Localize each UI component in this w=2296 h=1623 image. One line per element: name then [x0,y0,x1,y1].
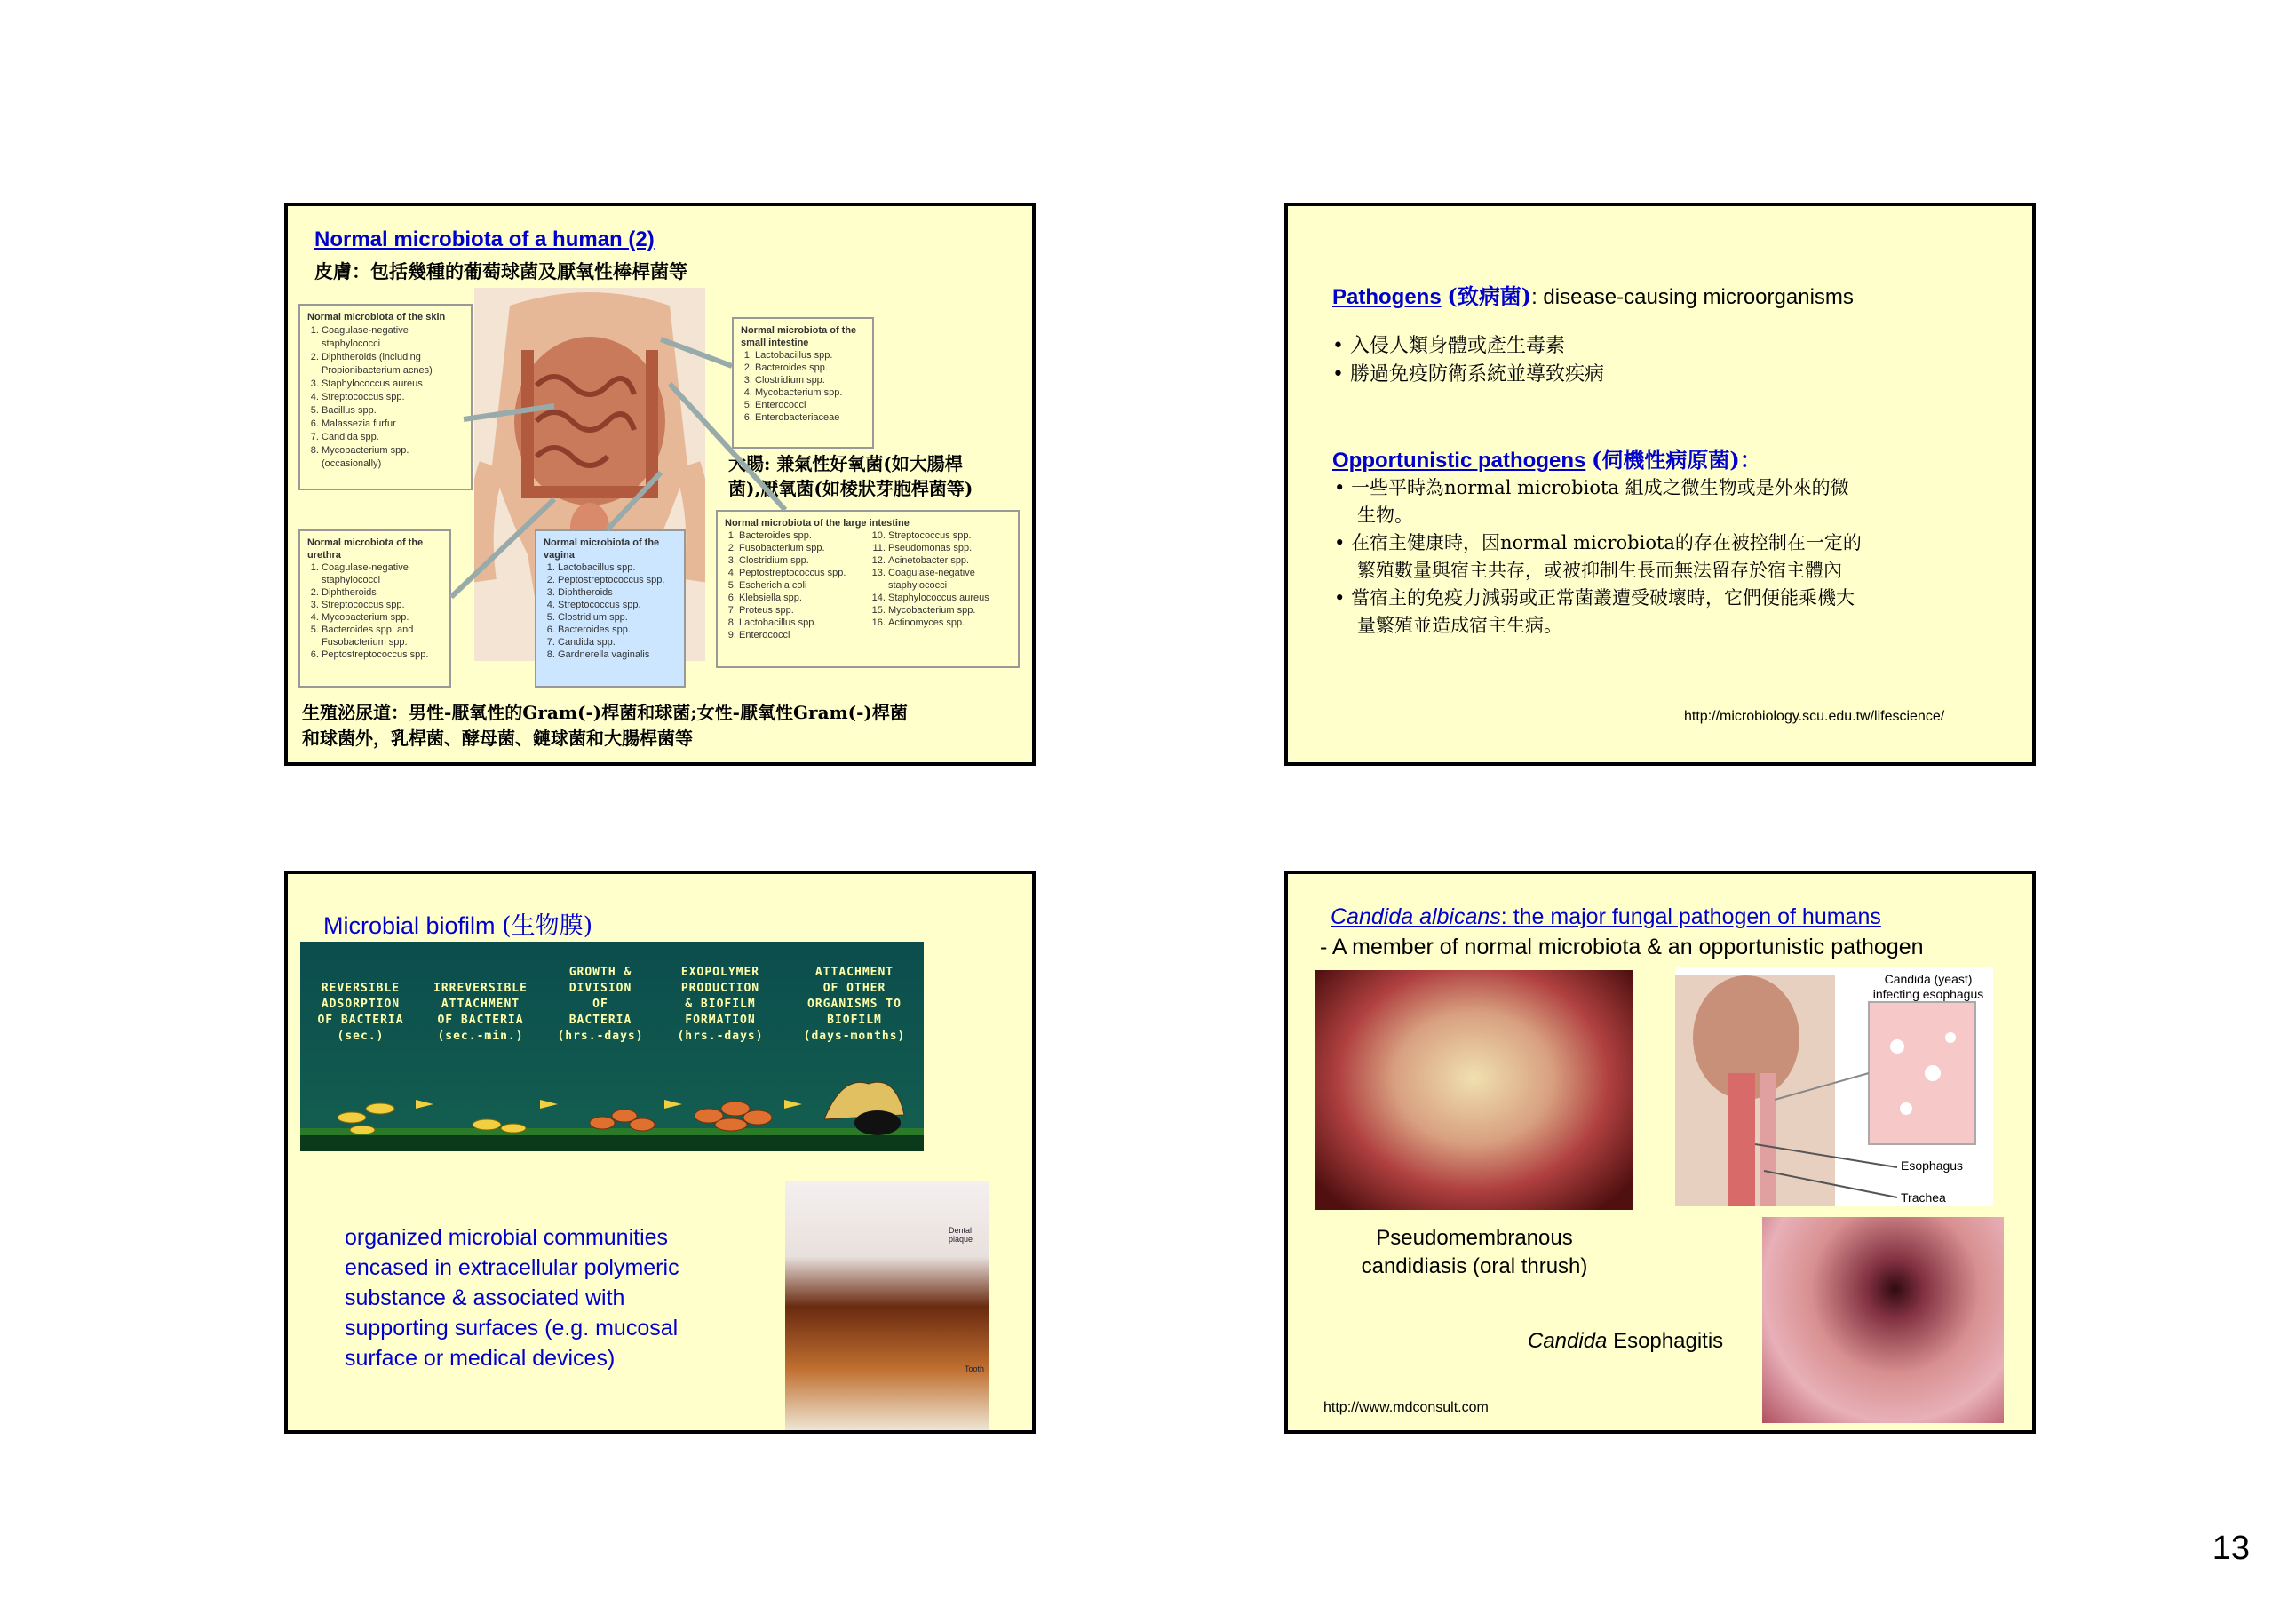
list-item: 3. Diphtheroids [558,586,677,599]
slide-pathogens [1284,203,2036,766]
stage-label: EXOPOLYMER PRODUCTION & BIOFILM FORMATION (hrs.-days) [677,966,764,1043]
slide-normal-microbiota [284,203,1036,766]
list-item: • 勝過免疫防衛系統並導致疾病 [1332,363,1604,386]
slide-subtitle: - A member of normal microbiota & an opportunistic pathogen [1320,935,1924,959]
description-line: supporting surfaces (e.g. mucosal [345,1316,679,1341]
source-url[interactable]: http://www.mdconsult.com [1323,1400,1489,1415]
dental-plaque-photo [785,1181,989,1432]
pathogens-term: Pathogens [1332,285,1442,309]
list-item: 7. Proteus spp. [739,604,862,617]
list-item: • 當宿主的免疫力減弱或正常菌叢遭受破壞時，它們便能乘機大 [1334,587,1855,609]
bullet-text: 量繁殖並造成宿主生病。 [1357,615,1562,636]
box-heading: Normal microbiota of the skin [307,312,446,322]
opportunistic-heading [1332,442,1761,473]
oral-thrush-photo [1315,970,1633,1210]
list-item: 13. Coagulase-negative staphylococci [888,567,1011,592]
list-item: • 一些平時為normal microbiota 組成之微生物或是外來的微 [1334,477,1849,498]
list-item: 5. Clostridium spp. [558,611,677,624]
tooth-label: Tooth [964,1364,984,1373]
list-item: • 入侵人類身體或產生毒素 [1332,335,1565,357]
bullet-text: 繁殖數量與宿主共存，或被抑制生長而無法留存於宿主體內 [1357,560,1842,581]
pathogens-definition: : disease-causing microorganisms [1531,285,1854,309]
note-line: 和球菌外，乳桿菌、酵母菌、鏈球菌和大腸桿菌等 [302,728,693,749]
list-item: • 在宿主健康時，因normal microbiota的存在被控制在一定的 [1334,532,1862,553]
list-item: 2. Fusobacterium spp. [739,542,862,554]
diagram-label-esophagus: Esophagus [1901,1158,1964,1173]
opportunistic-bullet-list [1334,474,1862,640]
list-item: 11. Pseudomonas spp. [888,542,1011,554]
title-cjk: (生物膜) [502,912,593,940]
list-item-continuation [1334,502,1862,529]
list-item: 3. Clostridium spp. [755,374,865,386]
pointer-arrows [288,206,1036,766]
stage-label: ATTACHMENT OF OTHER ORGANISMS TO BIOFILM (days-months) [803,966,906,1043]
pathogens-term-cjk: (致病菌) [1447,283,1532,309]
diagram-label-trachea: Trachea [1901,1190,1946,1205]
list-item: 6. Klebsiella spp. [739,592,862,604]
note-line: 生殖泌尿道：男性-厭氧性的Gram(-)桿菌和球菌;女性-厭氧性Gram(-)桿菌 [302,702,908,723]
list-item: 5. Bacillus spp. [322,404,464,418]
list-item-continuation [1334,612,1862,640]
slide-title [323,906,592,941]
list-item: 7. Candida spp. [322,431,464,444]
list-item: 2. Peptostreptococcus spp. [558,574,677,586]
box-heading: Normal microbiota of the large intestine [725,518,910,529]
list-item: 12. Acinetobacter spp. [888,554,1011,567]
list-item: 8. Lactobacillus spp. [739,617,862,629]
esophagus-diagram [1675,967,1993,1206]
list-item: 4. Peptostreptococcus spp. [739,567,862,579]
bullet-text: 在宿主健康時，因normal microbiota的存在被控制在一定的 [1351,532,1862,553]
list-item: 3. Streptococcus spp. [322,599,442,611]
pathogens-heading [1332,279,1854,310]
box-heading: Normal microbiota of the vagina [544,537,660,561]
biofilm-description [345,1222,679,1373]
bullet-text: 一些平時為normal microbiota 組成之微生物或是外來的微 [1351,477,1849,498]
stage-label: REVERSIBLE ADSORPTION OF BACTERIA (sec.) [317,982,404,1043]
list-item: 15. Mycobacterium spp. [888,604,1011,617]
biofilm-stage-graphics [300,942,924,1151]
description-line: surface or medical devices) [345,1346,616,1371]
stage-label: IRREVERSIBLE ATTACHMENT OF BACTERIA (sec.-min.) [433,982,528,1043]
urogenital-note [302,700,908,752]
list-item: 6. Bacteroides spp. [558,624,677,636]
page-number: 13 [2212,1530,2250,1567]
esophagitis-caption: Candida Esophagitis [1528,1329,1724,1353]
list-item: 9. Enterococci [739,629,862,641]
title-rest: : the major fungal pathogen of humans [1500,904,1881,929]
description-line: substance & associated with [345,1285,625,1310]
list-item: 6. Malassezia furfur [322,418,464,431]
list-item: 5. Escherichia coli [739,579,862,592]
note-line: 菌),厭氧菌(如棱狀芽胞桿菌等) [728,478,973,499]
description-line: organized microbial communities [345,1225,669,1250]
diagram-label-candida: Candida (yeast) infecting esophagus [1872,972,1984,1001]
title-italic: Candida albicans [1331,904,1501,929]
list-item: 2. Bacteroides spp. [755,362,865,374]
pathogens-bullet-list [1332,332,1604,389]
skin-subtitle: 皮膚：包括幾種的葡萄球菌及厭氧性棒桿菌等 [314,260,687,282]
list-item: 1. Coagulase-negative staphylococci [322,561,442,586]
bullet-text: 入侵人類身體或產生毒素 [1349,335,1565,357]
list-item: 4. Mycobacterium spp. [755,386,865,399]
bullet-text: 當宿主的免疫力減弱或正常菌叢遭受破壞時，它們便能乘機大 [1351,587,1855,609]
list-item: 5. Bacteroides spp. and Fusobacterium spp. [322,624,442,648]
list-item: 1. Bacteroides spp. [739,529,862,542]
list-item: 4. Mycobacterium spp. [322,611,442,624]
oral-thrush-caption: Pseudomembranous candidiasis (oral thrush) [1361,1226,1588,1278]
description-line: encased in extracellular polymeric [345,1255,679,1280]
plaque-label: Dental plaque [949,1226,973,1244]
list-item-continuation [1334,557,1862,585]
esophagitis-photo [1762,1217,2004,1423]
title-text: Microbial biofilm [323,912,496,939]
bullet-text: 勝過免疫防衛系統並導致疾病 [1349,363,1604,386]
list-item: 7. Candida spp. [558,636,677,648]
list-item: 1. Lactobacillus spp. [558,561,677,574]
box-heading: Normal microbiota of the small intestine [741,325,857,348]
list-item: 2. Diphtheroids (including Propionibacterium acnes) [322,351,464,378]
list-item: 4. Streptococcus spp. [558,599,677,611]
slide-candida [1284,871,2036,1434]
list-item: 6. Peptostreptococcus spp. [322,648,442,661]
source-url[interactable]: http://microbiology.scu.edu.tw/lifescience/ [1684,709,1945,724]
stage-label: GROWTH & DIVISION OF BACTERIA (hrs.-days) [557,966,644,1043]
list-item: 8. Gardnerella vaginalis [558,648,677,661]
biofilm-formation-diagram [300,942,924,1151]
list-item: 3. Staphylococcus aureus [322,378,464,391]
opportunistic-term-cjk: (伺機性病原菌)： [1592,447,1761,473]
list-item: 8. Mycobacterium spp. (occasionally) [322,444,464,471]
list-item: 16. Actinomyces spp. [888,617,1011,629]
slide-title: Normal microbiota of a human (2) [314,227,655,251]
list-item: 4. Streptococcus spp. [322,391,464,404]
note-line: 大腸: 兼氣性好氧菌(如大腸桿 [728,453,963,474]
list-item: 5. Enterococci [755,399,865,411]
slide-title [1331,904,1881,930]
opportunistic-term: Opportunistic pathogens [1332,449,1586,473]
bullet-text: 生物。 [1357,505,1413,526]
list-item: 1. Coagulase-negative staphylococci [322,324,464,351]
list-item: 14. Staphylococcus aureus [888,592,1011,604]
list-item: 2. Diphtheroids [322,586,442,599]
list-item: 6. Enterobacteriaceae [755,411,865,424]
list-item: 1. Lactobacillus spp. [755,349,865,362]
list-item: 10. Streptococcus spp. [888,529,1011,542]
box-heading: Normal microbiota of the urethra [307,537,424,561]
slide-biofilm [284,871,1036,1434]
list-item: 3. Clostridium spp. [739,554,862,567]
